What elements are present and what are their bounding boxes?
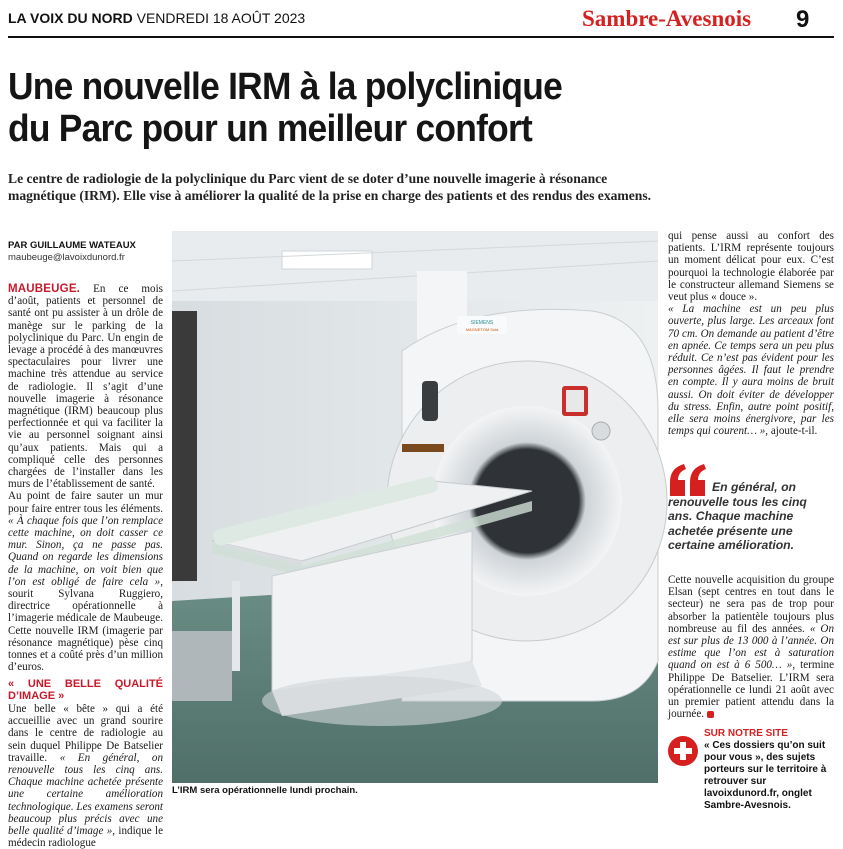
site-promo-text: « Ces dossiers qu’on suit pour vous », des sujets porteurs sur le territoire à retrouver sur lavoixdunord.fr, onglet Sambre-Avesnois. [704, 740, 827, 811]
header-date [8, 10, 305, 26]
paragraph-6 [668, 574, 834, 720]
quote-ruggiero: « À chaque fois que l’on remplace cette machine, on doit casser ce mur. Sinon, ça ne passe pas. Quand on regarde les dimensions de la machine, on voit bien que l’on est obligé de faire cela » [8, 514, 163, 588]
paragraph-3-text: Une belle « bête » qui a été accueillie avec un grand sourire dans le centre de radiologie au sein duquel Philippe De Batselier travaille. [8, 702, 163, 764]
paragraph-2 [8, 490, 163, 673]
article-lead: Le centre de radiologie de la polyclinique du Parc vient de se doter d’une nouvelle imagerie à résonance magnétique (IRM). Elle vise à améliorer la qualité de la prise en charge des patients et des rendus des examens. [8, 171, 652, 203]
paragraph-4: qui pense aussi au confort des patients. L’IRM représente toujours un moment délicat pour eux. C’est pourquoi la technologie élaborée par le constructeur allemand Siemens se veut plus « douce ». [668, 230, 834, 304]
paragraph-3-text-end: , indique le médecin radiologue [8, 824, 164, 849]
photo-caption: L’IRM sera opérationnelle lundi prochain. [172, 785, 358, 796]
paragraph-5-text-end: , ajoute-t-il. [765, 425, 818, 438]
paragraph-1-text: En ce mois d’août, patients et personnel de santé ont pu assister à un drôle de manège sur le parking de la polyclinique du Parc. Un engin de levage a procédé à des manœuvres spectaculaires pour livrer une machine très attendue au service de radiologie. Il s’agit d’une nouvelle imagerie à résonance magnétique (IRM) beaucoup plus perfectionnée et qui va faciliter la vie au personnel soignant ainsi qu’aux patients. Mais qui a compliqué celle des personnes chargées de l’installer dans les murs de l’établissement de santé. [8, 283, 164, 491]
site-promo-label: SUR NOTRE SITE [704, 728, 788, 739]
section-name: Sambre-Avesnois [582, 6, 752, 31]
subheading: « UNE BELLE QUALITÉ D’IMAGE » [8, 677, 163, 702]
machine-model: MAGNETOM Sola [465, 327, 499, 332]
byline: PAR GUILLAUME WATEAUX [8, 240, 136, 251]
newspaper-name: LA VOIX DU NORD [8, 10, 133, 26]
plus-icon [668, 736, 698, 766]
body-column-left [8, 283, 164, 849]
article-title: Une nouvelle IRM à la polyclinique du Parc pour un meilleur confort [8, 66, 563, 150]
header-rule [8, 36, 834, 38]
paragraph-3 [8, 703, 163, 849]
quote-batselier: « En général, on renouvelle tous les cinq ans. Chaque machine achetée présente une certaine amélioration technologique. Les examens seront beaucoup plus précis avec une belle qualité d’image » [8, 751, 164, 837]
body-column-right [668, 230, 834, 437]
paragraph-5 [668, 303, 834, 437]
body-column-right-bottom [668, 574, 834, 720]
page-number: 9 [796, 6, 810, 33]
issue-date: VENDREDI 18 AOÛT 2023 [136, 10, 306, 26]
mri-illustration [172, 231, 658, 783]
paragraph-2-text: Au point de faire sauter un mur pour faire entrer tous les éléments. [8, 490, 163, 515]
quote-machine: « La machine est un peu plus ouverte, plus large. Les arceaux font 70 cm. On demande au patient d’être en apnée. Ce temps sera un peu plus réduit. Ce n’est pas évident pour les personnes âgées. Il faut le prendre en compte. Il y aura moins de bruit aussi. On doit éviter de développer du stress. Enfin, autre point positif, elle sera moins énergivore, par les temps qui courent… » [668, 303, 834, 438]
paragraph-1 [8, 283, 163, 490]
paragraph-6-text-end: , termine Philippe De Batselier. L’IRM sera opérationnelle ce lundi 21 août avec un premier patient attendu dans la journée. [668, 659, 835, 721]
machine-brand: SIEMENS [470, 320, 494, 326]
mri-photo [172, 231, 658, 783]
paragraph-2-text-end: , sourit Sylvana Ruggiero, directrice opérationnelle à l’imagerie médicale de Maubeuge. Cette nouvelle IRM (imagerie par résonance magnétique) pèse cinq tonnes et a coûté près d’un million d’euros. [8, 575, 163, 674]
pull-quote-text: En général, on renouvelle tous les cinq ans. Chaque machine achetée présente une certaine amélioration. [668, 480, 807, 552]
paragraph-6-text: Cette nouvelle acquisition du groupe Elsan (sept centres en tout dans le secteur) ne sera pas de trop pour absorber la patientèle toujours plus nombreuse au fil des années. [668, 574, 834, 635]
dateline: MAUBEUGE. [8, 283, 81, 295]
byline-email[interactable]: maubeuge@lavoixdunord.fr [8, 252, 125, 263]
quote-patients: « On est sur plus de 13 000 à l’année. On estime que l’on est à saturation quand on est à 6 500… » [668, 622, 834, 672]
end-mark-icon [707, 711, 714, 718]
